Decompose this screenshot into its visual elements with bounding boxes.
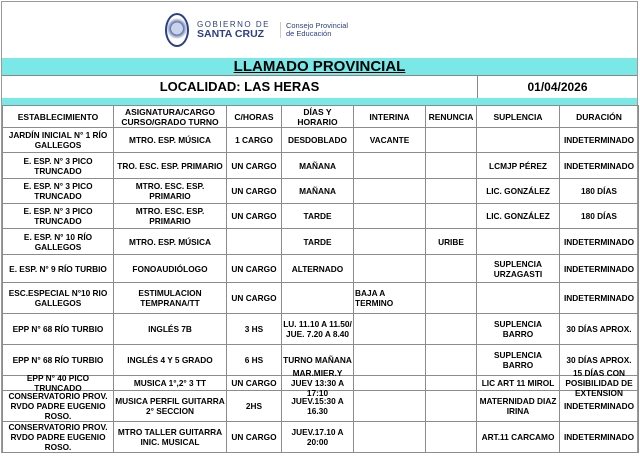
cell-suplencia — [477, 391, 560, 422]
cell-duracion — [560, 229, 639, 255]
table-row — [3, 422, 639, 453]
cell-asignatura — [114, 179, 227, 204]
cell-text: TRO. ESC. ESP. PRIMARIO — [117, 160, 223, 171]
logo-line1: GOBIERNO DE — [197, 19, 270, 29]
cell-text: MAR.MIER.Y JUEV 13:30 A 17:10 — [290, 368, 345, 398]
column-header-interina: INTERINA — [354, 106, 426, 128]
cell-text: MUSICA 1°,2° 3 TT — [133, 378, 207, 388]
logo-text — [197, 21, 270, 40]
cell-suplencia — [477, 153, 560, 179]
cell-horario — [282, 255, 354, 283]
cell-establecimiento — [3, 391, 114, 422]
cell-text: INDETERMINADO — [563, 432, 635, 442]
cell-establecimiento — [3, 204, 114, 229]
cell-establecimiento — [3, 229, 114, 255]
page-title: LLAMADO PROVINCIAL — [233, 58, 406, 75]
table-row — [3, 283, 639, 314]
cell-horas — [227, 229, 282, 255]
cell-horas — [227, 391, 282, 422]
cell-text: ESTIMULACION TEMPRANA/TT — [138, 288, 202, 308]
cell-suplencia — [477, 229, 560, 255]
cell-text: INDETERMINADO — [563, 293, 635, 303]
cell-asignatura — [114, 229, 227, 255]
cell-text: EPP N° 68 RÍO TURBIO — [12, 355, 104, 365]
cell-text: SUPLENCIA BARRO — [494, 319, 542, 339]
cell-text: BAJA A TERMINO — [355, 288, 394, 308]
cell-renuncia — [426, 153, 477, 179]
logo — [165, 13, 348, 47]
cell-text: LIC. GONZÁLEZ — [486, 186, 550, 196]
cell-text — [355, 376, 424, 390]
cell-establecimiento — [3, 422, 114, 453]
table-row — [3, 204, 639, 229]
cell-interina — [354, 283, 426, 314]
cell-duracion — [560, 368, 639, 398]
cell-establecimiento — [3, 179, 114, 204]
table-row — [3, 128, 639, 153]
cell-text: INGLÉS 7B — [148, 324, 192, 334]
cell-text: VACANTE — [369, 135, 410, 145]
cell-horario — [282, 314, 354, 345]
cell-text: UN CARGO — [231, 263, 277, 274]
cell-suplencia — [477, 314, 560, 345]
cell-text: MATERNIDAD DIAZ IRINA — [479, 396, 557, 416]
cell-text: LU. 11.10 A 11.50/ JUE. 7.20 A 8.40 — [283, 319, 352, 339]
cell-text: UN CARGO — [231, 186, 277, 196]
cell-interina — [354, 376, 426, 391]
cell-horario — [282, 153, 354, 179]
cell-interina — [354, 255, 426, 283]
column-header-establecimiento: ESTABLECIMIENTO — [3, 106, 114, 128]
cell-horas — [227, 204, 282, 229]
cell-text: UN CARGO — [231, 160, 277, 171]
cell-text: LIC ART 11 MIROL — [481, 378, 555, 388]
cell-text: 30 DÍAS APROX. — [566, 355, 632, 365]
cell-asignatura — [114, 153, 227, 179]
cell-interina — [354, 153, 426, 179]
column-header-duracion: DURACIÓN — [560, 106, 639, 128]
cell-text: 180 DÍAS — [581, 186, 617, 196]
cell-establecimiento — [3, 255, 114, 283]
cell-text: DESDOBLADO — [287, 135, 347, 145]
cell-duracion — [560, 255, 639, 283]
cell-renuncia — [426, 128, 477, 153]
cell-asignatura — [114, 345, 227, 376]
cell-text: 180 DÍAS — [581, 211, 617, 221]
cell-text: CONSERVATORIO PROV. RVDO PADRE EUGENIO ROSO. — [8, 422, 108, 452]
column-header-horario: DÍAS Y HORARIO — [282, 106, 354, 128]
cell-text: MTRO TALLER GUITARRA INIC. MUSICAL — [117, 427, 223, 447]
cell-text: INDETERMINADO — [563, 236, 635, 247]
cell-text: 2HS — [245, 401, 263, 411]
table-row — [3, 153, 639, 179]
cell-horas — [227, 255, 282, 283]
cell-establecimiento — [3, 373, 114, 393]
table-row — [3, 179, 639, 204]
cell-text: E. ESP. N° 3 PICO TRUNCADO — [23, 206, 93, 226]
org-name — [280, 22, 348, 39]
cell-text: 30 DÍAS APROX. — [566, 324, 632, 334]
cell-horas — [227, 314, 282, 345]
cell-suplencia — [477, 345, 560, 376]
cell-text: CONSERVATORIO PROV. RVDO PADRE EUGENIO ROSO. — [8, 391, 108, 421]
cell-text: INDETERMINADO — [563, 401, 635, 411]
cell-text: INDETERMINADO — [563, 135, 635, 145]
cell-text: TURNO MAÑANA — [283, 355, 352, 365]
cell-suplencia — [477, 376, 560, 391]
cell-text: UN CARGO — [231, 293, 277, 303]
cell-renuncia — [426, 204, 477, 229]
vacancies-table — [2, 105, 639, 453]
table-header — [3, 106, 639, 128]
cell-text: 3 HS — [244, 324, 264, 334]
cell-text: JUEV.17.10 A 20:00 — [291, 427, 344, 447]
cell-asignatura — [114, 314, 227, 345]
cell-text: LCMJP PÉREZ — [489, 160, 547, 171]
cell-text: SUPLENCIA URZAGASTI — [493, 258, 543, 279]
cell-text: INDETERMINADO — [563, 263, 635, 274]
cell-horas — [227, 422, 282, 453]
cell-renuncia — [426, 283, 477, 314]
cell-text: E. ESP. N° 3 PICO TRUNCADO — [23, 155, 93, 176]
cell-renuncia — [426, 391, 477, 422]
table-row — [3, 255, 639, 283]
cell-text: URIBE — [438, 236, 464, 247]
cell-text: E. ESP. N° 9 RÍO TURBIO — [9, 263, 107, 274]
cell-asignatura — [114, 204, 227, 229]
cell-interina — [354, 128, 426, 153]
cell-interina — [354, 204, 426, 229]
localidad-row — [2, 75, 637, 99]
org-line1: Consejo Provincial — [285, 20, 349, 30]
cell-duracion — [560, 179, 639, 204]
cell-suplencia — [477, 255, 560, 283]
cell-horario — [282, 422, 354, 453]
cell-interina — [354, 179, 426, 204]
cell-text: 15 DÍAS CON POSIBILIDAD DE EXTENSION — [565, 368, 633, 398]
cell-duracion — [560, 153, 639, 179]
cell-horas — [227, 128, 282, 153]
cell-horario — [282, 283, 354, 314]
cell-renuncia — [426, 422, 477, 453]
table-row — [3, 376, 639, 391]
cell-suplencia — [477, 179, 560, 204]
cell-asignatura — [114, 376, 227, 391]
cell-interina — [354, 422, 426, 453]
cell-text: INDETERMINADO — [563, 160, 635, 171]
cell-horas — [227, 345, 282, 376]
cell-duracion — [560, 128, 639, 153]
cell-establecimiento — [3, 314, 114, 345]
cell-establecimiento — [3, 345, 114, 376]
cell-interina — [354, 391, 426, 422]
cell-establecimiento — [3, 153, 114, 179]
cell-horario — [282, 204, 354, 229]
cell-horas — [227, 376, 282, 391]
cell-text: INGLÉS 4 Y 5 GRADO — [127, 355, 213, 365]
cell-text: UN CARGO — [231, 211, 277, 221]
cell-text: TARDE — [303, 236, 332, 247]
cell-asignatura — [114, 422, 227, 453]
cell-text: MTRO. ESP. MÚSICA — [129, 236, 211, 247]
title-bar — [2, 58, 637, 75]
cell-horario — [282, 128, 354, 153]
cell-horas — [227, 283, 282, 314]
cell-horario — [282, 368, 354, 398]
cell-suplencia — [477, 422, 560, 453]
cell-text: ESC.ESPECIAL N°10 RIO GALLEGOS — [8, 288, 108, 308]
logo-line2: SANTA CRUZ — [197, 27, 265, 40]
column-header-asignatura: ASIGNATURA/CARGO CURSO/GRADO TURNO — [114, 106, 227, 128]
cell-text: TARDE — [303, 211, 332, 221]
column-header-renuncia: RENUNCIA — [426, 106, 477, 128]
cell-suplencia — [477, 204, 560, 229]
cell-text: UN CARGO — [231, 378, 277, 388]
cell-duracion — [560, 314, 639, 345]
cell-horario — [282, 229, 354, 255]
cell-text: MUSICA PERFIL GUITARRA 2° SECCION — [115, 396, 225, 416]
separator-bar — [2, 98, 637, 105]
cell-asignatura — [114, 391, 227, 422]
localidad: LOCALIDAD: LAS HERAS — [2, 76, 478, 98]
cell-text: MTRO. ESC. ESP. PRIMARIO — [135, 181, 205, 201]
cell-renuncia — [426, 229, 477, 255]
cell-asignatura — [114, 283, 227, 314]
cell-asignatura — [114, 128, 227, 153]
cell-duracion — [560, 204, 639, 229]
cell-text: FONOAUDIÓLOGO — [132, 263, 208, 274]
cell-text: UN CARGO — [231, 432, 277, 442]
cell-text: LIC. GONZÁLEZ — [486, 211, 550, 221]
cell-text: ART.11 CARCAMO — [481, 432, 555, 442]
cell-text: MTRO. ESP. MÚSICA — [129, 135, 211, 145]
cell-suplencia — [477, 283, 560, 314]
cell-text: EPP N° 40 PICO TRUNCADO — [26, 373, 90, 393]
cell-text: E. ESP. N° 10 RÍO GALLEGOS — [23, 231, 93, 252]
cell-renuncia — [426, 314, 477, 345]
cell-text: MAÑANA — [299, 160, 336, 171]
table-row — [3, 314, 639, 345]
cell-text: JARDÍN INICIAL N° 1 RÍO GALLEGOS — [8, 130, 108, 150]
cell-horas — [227, 153, 282, 179]
cell-establecimiento — [3, 283, 114, 314]
cell-asignatura — [114, 255, 227, 283]
cell-renuncia — [426, 255, 477, 283]
cell-suplencia — [477, 128, 560, 153]
cell-renuncia — [426, 345, 477, 376]
cell-text: MTRO. ESC. ESP. PRIMARIO — [135, 206, 205, 226]
date: 01/04/2026 — [527, 80, 588, 94]
cell-horario — [282, 179, 354, 204]
cell-text: EPP N° 68 RÍO TURBIO — [12, 324, 104, 334]
table-row — [3, 229, 639, 255]
cell-text: ALTERNADO — [291, 263, 344, 274]
table-row — [3, 391, 639, 422]
cell-horario — [282, 391, 354, 422]
cell-establecimiento — [3, 128, 114, 153]
cell-text — [427, 376, 475, 390]
cell-text: 1 CARGO — [235, 135, 273, 145]
cell-text: 6 HS — [244, 355, 264, 365]
cell-duracion — [560, 422, 639, 453]
org-line2: de Educación — [285, 29, 332, 38]
cell-interina — [354, 345, 426, 376]
cell-text: SUPLENCIA BARRO — [494, 350, 542, 370]
cell-duracion — [560, 283, 639, 314]
column-header-suplencia: SUPLENCIA — [477, 106, 560, 128]
cell-renuncia — [426, 179, 477, 204]
cell-interina — [354, 314, 426, 345]
cell-horas — [227, 179, 282, 204]
column-header-horas: C/HORAS — [227, 106, 282, 128]
cell-text: E. ESP. N° 3 PICO TRUNCADO — [23, 181, 93, 201]
cell-text: JUEV.15:30 A 16.30 — [291, 396, 344, 416]
cell-renuncia — [426, 376, 477, 391]
santa-cruz-seal-icon — [165, 13, 189, 47]
cell-interina — [354, 229, 426, 255]
cell-text: MAÑANA — [299, 186, 336, 196]
